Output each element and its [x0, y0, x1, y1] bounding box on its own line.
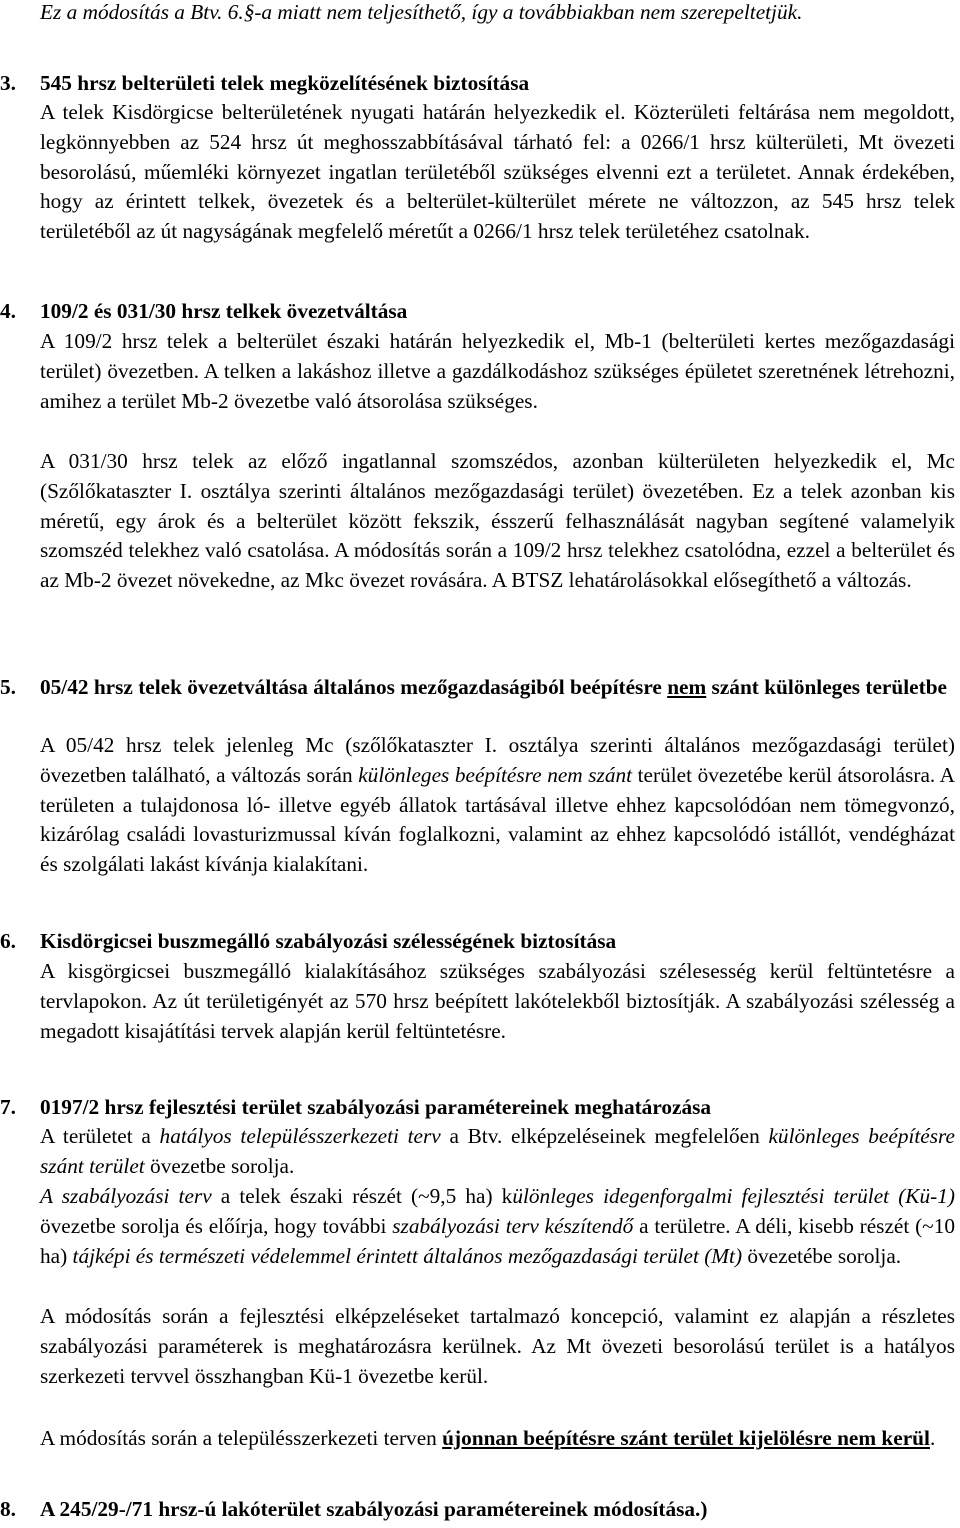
section-5-text-a: A 05/42 hrsz telek jelenleg Mc (szőlőkataszter I. osztálya szerinti általános mezőgazdasági terület) övezetben található, a változás során — [40, 733, 955, 787]
section-5-title-underlined: nem — [667, 675, 707, 699]
section-4-paragraph-1: A 109/2 hrsz telek a belterület északi határán helyezkedik el, Mb-1 (belterületi kertes mezőgazdasági terület) övezetben. A telken a lakáshoz illetve a gazdálkodáshoz szükséges épületet szeretnének létrehozni, amihez a terület Mb-2 övezetbe való átsorolása szükséges. — [40, 329, 955, 413]
section-7-p2-text-c: a területre. A déli, kisebb részét (~10 ha) — [40, 1213, 955, 1268]
section-6-paragraph: A kisgörgicsei buszmegálló kialakításához szükséges szabályozási szélesesség kerül feltüntetésre a tervlapokon. Az út területigényét az 570 hrsz beépített lakótelekből biztosítják. A szabályozási szélesség a megadott kisajátítási tervek alapján kerül feltüntetésre. — [40, 959, 955, 1043]
section-7-p2-text-b: övezetbe sorolja és előírja, hogy további — [40, 1213, 393, 1238]
section-7-number: 7. — [0, 1095, 16, 1119]
section-7-p2-italic-4: tájképi és természeti védelemmel érintett általános mezőgazdasági terület (Mt) — [72, 1243, 743, 1268]
section-6-number: 6. — [0, 929, 16, 953]
section-5-text-b: terület övezetébe kerül átsorolásra. A területen a tulajdonosa ló- illetve egyéb állatok tartásával illetve ehhez kapcsolódóan nem tömegvonzó, kizárólag családi lovasturizmussal kíván foglalkozni, valamint az ehhez kapcsolódó istállót, vendégházat és szolgálati lakást kívánja kialakítani. — [40, 762, 955, 877]
section-5-paragraph — [40, 731, 955, 880]
section-7-p2-italic-2: ülönleges idegenforgalmi fejlesztési terület (Kü-1) — [512, 1184, 955, 1208]
section-7-p1-text-a: A területet a — [40, 1124, 160, 1148]
section-5-title-part-a: 05/42 hrsz telek övezetváltása általános mezőgazdaságiból beépítésre — [40, 675, 668, 699]
section-5-title-part-b: szánt különleges területbe — [706, 675, 947, 699]
section-4-paragraph-2: A 031/30 hrsz telek az előző ingatlannal szomszédos, azonban külterületen helyezkedik el, Mc (Szőlőkataszter I. osztálya szerinti általános mezőgazdasági terület) övezetében. Ez a telek azonban kis méretű, egy árok és a belterület között fekszik, ésszerű felhasználását nagyban segítené valamelyik szomszéd telekhez való csatolása. A módosítás során a 109/2 hrsz telekhez csatolódna, ezzel a belterület és az Mb-2 övezet növekedne, az Mkc övezet rovására. A BTSZ lehatárolásokkal elősegíthető a változás. — [40, 449, 955, 593]
section-7-paragraph-1 — [40, 1122, 955, 1182]
section-3-title: 545 hrsz belterületi telek megközelítésének biztosítása — [40, 71, 530, 95]
section-5-number: 5. — [0, 675, 16, 699]
section-3-number: 3. — [0, 71, 16, 95]
section-7-p1-italic-1: hatályos településszerkezeti terv — [159, 1124, 441, 1148]
section-7-p2-text-d: övezetébe sorolja. — [742, 1243, 902, 1268]
section-5-text-italic: különleges beépítésre nem szánt — [358, 762, 633, 787]
section-5-heading — [0, 673, 955, 703]
section-7-p4-text-b: . — [929, 1426, 936, 1450]
section-7-heading — [0, 1093, 955, 1123]
section-7-p2-italic-1: A szabályozási terv — [40, 1184, 212, 1208]
intro-paragraph — [40, 0, 955, 28]
section-4-title: 109/2 és 031/30 hrsz telkek övezetváltása — [40, 299, 408, 323]
section-3-heading — [0, 69, 955, 99]
section-6-heading — [0, 927, 955, 957]
section-8-number: 8. — [0, 1497, 16, 1521]
section-4-heading — [0, 297, 955, 327]
section-8-heading — [0, 1495, 955, 1525]
section-7-p1-text-b: a Btv. elképzeléseinek megfelelően — [440, 1124, 769, 1148]
section-7-p4-text-a: A módosítás során a településszerkezeti terven — [40, 1426, 443, 1450]
section-7-title: 0197/2 hrsz fejlesztési terület szabályozási paramétereinek meghatározása — [40, 1095, 712, 1119]
section-7-p2-text-a: a telek északi részét (~9,5 ha) k — [211, 1184, 513, 1208]
section-8-title: A 245/29-/71 hrsz-ú lakóterület szabályozási paramétereinek módosítása.) — [40, 1497, 708, 1521]
section-7-p2-italic-3: szabályozási terv készítendő — [392, 1213, 634, 1238]
section-7-paragraph-2 — [40, 1182, 955, 1271]
section-6-title: Kisdörgicsei buszmegálló szabályozási szélességének biztosítása — [40, 929, 617, 953]
section-7-paragraph-4 — [40, 1424, 955, 1454]
section-7-paragraph-3: A módosítás során a fejlesztési elképzeléseket tartalmazó koncepció, valamint ez alapján a részletes szabályozási paraméterek is meghatározásra kerülnek. Az Mt övezeti besorolású terület is a hatályos szerkezeti tervvel összhangban Kü-1 övezetbe kerül. — [40, 1304, 955, 1388]
section-3-paragraph: A telek Kisdörgicse belterületének nyugati határán helyezkedik el. Közterületi feltárása nem megoldott, legkönnyebben az 524 hrsz út meghosszabbításával tárható fel: a 0266/1 hrsz külterületi, Mt övezeti besorolású, műemléki környezet ingatlan területéből szükséges elvenni ezt a területet. Annak érdekében, hogy az érintett telkek, övezetek és a belterület-külterület mérete ne változzon, az 545 hrsz telek területéből az út nagyságának megfelelő méretűt a 0266/1 hrsz telek területéhez csatolnak. — [40, 100, 955, 244]
section-7-p4-bold-underlined: újonnan beépítésre szánt terület kijelölésre nem kerül — [442, 1426, 930, 1450]
section-7-p1-text-c: övezetbe sorolja. — [144, 1153, 295, 1178]
intro-text: Ez a módosítás a Btv. 6.§-a miatt nem teljesíthető, így a továbbiakban nem szerepeltetjük. — [40, 0, 803, 24]
section-7-p1-italic-2: különleges beépítésre szánt terület — [40, 1124, 955, 1178]
section-4-number: 4. — [0, 299, 16, 323]
